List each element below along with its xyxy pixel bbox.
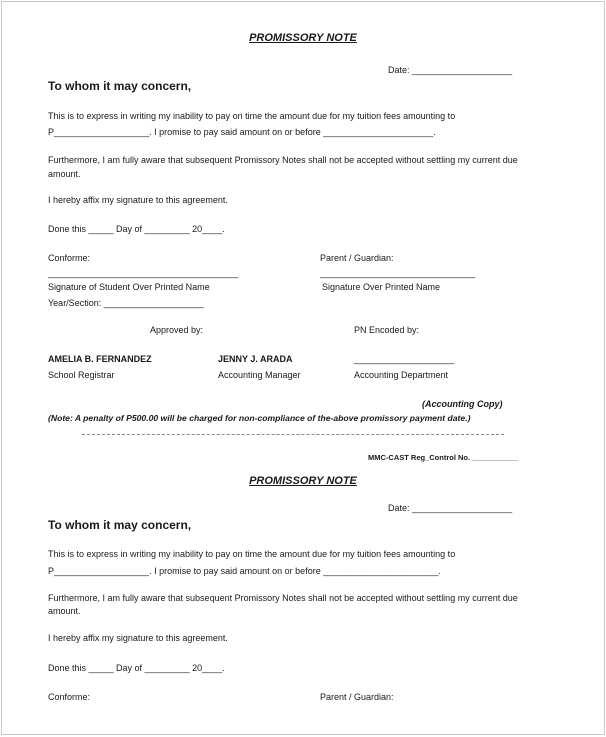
done-this-line: Done this _____ Day of _________ 20____. (48, 224, 225, 234)
conforme-label: Conforme: (48, 253, 91, 263)
date-field: Date: ____________________ (388, 65, 513, 75)
student-signature-line: ______________________________________ (48, 268, 239, 278)
paragraph-amount-line1: This is to express in writing my inability to pay on time the amount due for my tuition fees amounting to (48, 111, 456, 121)
penalty-note: (Note: A penalty of P500.00 will be charged for non-compliance of the-above promissory payment date.) (48, 413, 471, 423)
paragraph-signature: I hereby affix my signature to this agreement. (48, 633, 228, 643)
date-field: Date: ____________________ (388, 503, 513, 513)
note-title: PROMISSORY NOTE (249, 475, 357, 487)
paragraph-amount-line2: P___________________. I promise to pay said amount on or before ______________________. (48, 127, 436, 137)
done-this-line: Done this _____ Day of _________ 20____. (48, 663, 225, 673)
paragraph-amount-line1: This is to express in writing my inability to pay on time the amount due for my tuition fees amounting to (48, 549, 456, 559)
note-title: PROMISSORY NOTE (249, 32, 357, 44)
encoder-title: Accounting Department (354, 370, 449, 380)
paragraph-signature: I hereby affix my signature to this agreement. (48, 195, 228, 205)
conforme-label: Conforme: (48, 692, 91, 702)
salutation: To whom it may concern, (48, 518, 192, 532)
copy-label: (Accounting Copy) (422, 399, 503, 409)
paragraph-awareness-line2: amount. (48, 169, 81, 179)
salutation: To whom it may concern, (48, 79, 192, 93)
document-page (1, 1, 605, 735)
parent-signature-caption: Signature Over Printed Name (322, 282, 441, 292)
registrar-name: AMELIA B. FERNANDEZ (48, 354, 152, 364)
paragraph-amount-line2: P___________________. I promise to pay said amount on or before _______________________. (48, 566, 441, 576)
accounting-manager-name: JENNY J. ARADA (218, 354, 293, 364)
cut-line-divider (82, 434, 504, 435)
encoder-signature-line: ____________________ (354, 354, 455, 364)
year-section-field: Year/Section: ____________________ (48, 298, 204, 308)
parent-signature-line: _______________________________ (320, 268, 476, 278)
paragraph-awareness-line1: Furthermore, I am fully aware that subsequent Promissory Notes shall not be accepted without settling my current due (48, 155, 518, 165)
paragraph-awareness-line1: Furthermore, I am fully aware that subsequent Promissory Notes shall not be accepted without settling my current due (48, 593, 518, 603)
student-signature-caption: Signature of Student Over Printed Name (48, 282, 210, 292)
parent-guardian-label: Parent / Guardian: (320, 253, 394, 263)
control-number: MMC-CAST Reg_Control No. ___________ (368, 453, 519, 462)
accounting-manager-title: Accounting Manager (218, 370, 301, 380)
parent-guardian-label: Parent / Guardian: (320, 692, 394, 702)
pn-encoded-by-label: PN Encoded by: (354, 325, 420, 335)
registrar-title: School Registrar (48, 370, 115, 380)
approved-by-label: Approved by: (150, 325, 204, 335)
paragraph-awareness-line2: amount. (48, 606, 81, 616)
